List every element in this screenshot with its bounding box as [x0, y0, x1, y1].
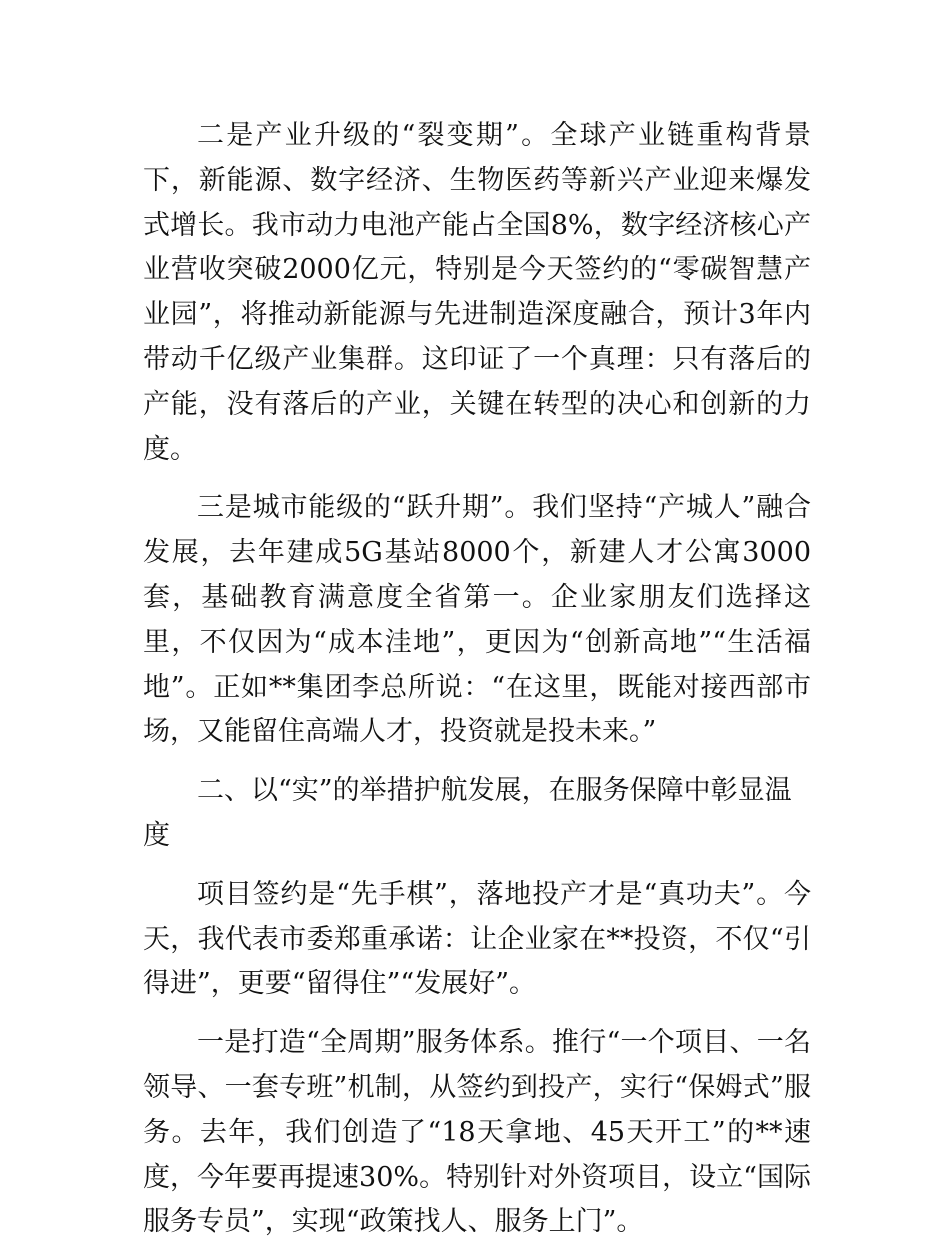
- paragraph-service-system: 一是打造“全周期”服务体系。推行“一个项目、一名领导、一套专班”机制，从签约到投产，实行“保姆式”服务。去年，我们创造了“18天拿地、45天开工”的**速度，今年要再提速30%。特别针对外资项目，设立“国际服务专员”，实现“政策找人、服务上门”。: [143, 1027, 811, 1238]
- paragraph-city-level: 三是城市能级的“跃升期”。我们坚持“产城人”融合发展，去年建成5G基站8000个，新建人才公寓3000套，基础教育满意度全省第一。企业家朋友们选择这里，不仅因为“成本洼地”，更因为“创新高地”“生活福地”。正如**集团李总所说：“在这里，既能对接西部市场，又能留住高端人才，投资就是投未来。”: [143, 492, 811, 748]
- section-heading: 二、以“实”的举措护航发展，在服务保障中彰显温度: [143, 775, 792, 851]
- paragraph-commitment: 项目签约是“先手棋”，落地投产才是“真功夫”。今天，我代表市委郑重承诺：让企业家在**投资，不仅“引得进”，更要“留得住”“发展好”。: [143, 878, 811, 1000]
- document-body: [143, 114, 811, 1245]
- paragraph-industry-upgrade: 二是产业升级的“裂变期”。全球产业链重构背景下，新能源、数字经济、生物医药等新兴产业迎来爆发式增长。我市动力电池产能占全国8%，数字经济核心产业营收突破2000亿元，特别是今天签约的“零碳智慧产业园”，将推动新能源与先进制造深度融合，预计3年内带动千亿级产业集群。这印证了一个真理：只有落后的产能，没有落后的产业，关键在转型的决心和创新的力度。: [143, 120, 811, 465]
